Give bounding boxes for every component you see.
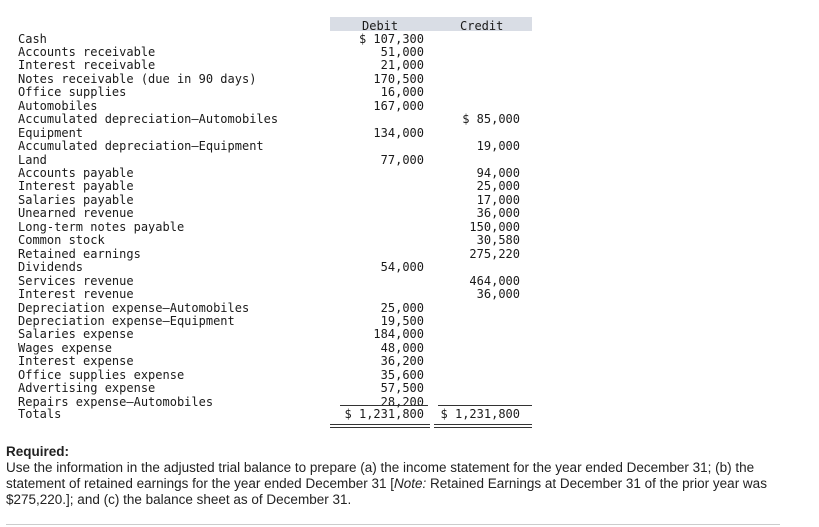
table-row xyxy=(18,328,530,341)
debit-amount: $ 107,300 xyxy=(358,31,424,46)
account-name: Interest expense xyxy=(18,354,134,369)
account-name: Notes receivable (due in 90 days) xyxy=(18,71,257,86)
debit-amount: 16,000 xyxy=(380,85,424,100)
debit-amount: 36,200 xyxy=(380,354,424,369)
debit-amount: 134,000 xyxy=(373,125,424,140)
debit-amount: 57,500 xyxy=(380,381,424,396)
account-name: Services revenue xyxy=(18,273,134,288)
account-name: Wages expense xyxy=(18,340,112,355)
table-row xyxy=(18,33,530,46)
debit-header: Debit xyxy=(362,19,399,33)
account-name: Interest revenue xyxy=(18,287,134,302)
table-row xyxy=(18,180,530,193)
credit-amount: 94,000 xyxy=(476,166,520,180)
debit-amount: 77,000 xyxy=(380,152,424,167)
required-note-label: Note: xyxy=(393,476,427,491)
account-name: Cash xyxy=(18,31,47,46)
debit-amount: 170,500 xyxy=(373,71,424,86)
credit-amount: 275,220 xyxy=(469,246,520,261)
totals-double-rule-credit xyxy=(434,424,532,428)
debit-amount: 54,000 xyxy=(380,260,424,275)
table-row xyxy=(18,59,530,72)
credit-header: Credit xyxy=(460,19,504,33)
account-name: Advertising expense xyxy=(18,381,156,396)
table-row xyxy=(18,342,530,355)
debit-amount: 184,000 xyxy=(373,327,424,342)
credit-amount: 30,580 xyxy=(476,233,520,248)
table-row xyxy=(18,207,530,220)
required-text-part1: Use the information in the adjusted trial balance to prepare (a) the income statement for the year ended December 31; (b) the statement of retained earnings for the year ended December 31 [ xyxy=(6,460,755,491)
required-text xyxy=(6,460,812,508)
account-name: Retained earnings xyxy=(18,246,141,261)
account-name: Dividends xyxy=(18,260,84,275)
account-name: Long-term notes payable xyxy=(18,219,185,234)
account-name: Common stock xyxy=(18,233,105,248)
account-name: Office supplies expense xyxy=(18,367,185,382)
table-row xyxy=(18,221,530,234)
table-row xyxy=(18,261,530,274)
table-row xyxy=(18,113,530,126)
credit-amount: 36,000 xyxy=(476,287,520,302)
table-row xyxy=(18,167,530,180)
totals-debit: $ 1,231,800 xyxy=(344,407,424,421)
table-row xyxy=(18,46,530,59)
table-row xyxy=(18,127,530,140)
table-row xyxy=(18,194,530,207)
required-section xyxy=(6,444,812,508)
bottom-divider xyxy=(6,524,780,525)
account-name: Interest payable xyxy=(18,179,134,194)
account-name: Automobiles xyxy=(18,98,98,113)
debit-amount: 21,000 xyxy=(380,58,424,73)
account-name: Equipment xyxy=(18,125,84,140)
totals-double-rule-debit xyxy=(330,424,430,428)
debit-amount: 19,500 xyxy=(380,313,424,328)
credit-amount: $ 85,000 xyxy=(462,112,520,127)
account-name: Depreciation expense—Automobiles xyxy=(18,300,250,315)
debit-amount: 48,000 xyxy=(380,340,424,355)
table-row xyxy=(18,234,530,247)
credit-amount: 25,000 xyxy=(476,179,520,194)
required-title: Required: xyxy=(6,444,70,459)
debit-amount: 35,600 xyxy=(380,367,424,382)
table-row xyxy=(18,100,530,113)
account-name: Accumulated depreciation—Automobiles xyxy=(18,112,279,127)
credit-amount: 150,000 xyxy=(469,219,520,234)
account-name: Salaries payable xyxy=(18,192,134,207)
account-name: Accounts receivable xyxy=(18,44,156,59)
account-name: Land xyxy=(18,152,47,167)
credit-amount: 464,000 xyxy=(469,273,520,288)
account-name: Accounts payable xyxy=(18,166,134,180)
table-row xyxy=(18,382,530,395)
credit-amount: 19,000 xyxy=(476,139,520,154)
table-row xyxy=(18,302,530,315)
totals-credit: $ 1,231,800 xyxy=(440,407,520,421)
table-row xyxy=(18,86,530,99)
account-name: Interest receivable xyxy=(18,58,156,73)
account-name: Office supplies xyxy=(18,85,127,100)
table-row xyxy=(18,248,530,261)
table-row xyxy=(18,140,530,153)
credit-amount: 36,000 xyxy=(476,206,520,221)
account-name: Accumulated depreciation—Equipment xyxy=(18,139,264,154)
table-row xyxy=(18,275,530,288)
table-row xyxy=(18,288,530,301)
table-row xyxy=(18,73,530,86)
table-row xyxy=(18,154,530,167)
debit-amount: 167,000 xyxy=(373,98,424,113)
credit-amount: 17,000 xyxy=(476,192,520,207)
table-row xyxy=(18,369,530,382)
required-text-part2: Retained Earnings at December 31 of the prior year was $275,220.]; and (c) the balance sheet as of December 31. xyxy=(6,476,767,507)
totals-label: Totals xyxy=(18,407,62,421)
table-row xyxy=(18,355,530,368)
totals-row xyxy=(18,408,530,421)
totals-top-rule-debit xyxy=(340,405,428,406)
account-name: Depreciation expense—Equipment xyxy=(18,313,235,328)
debit-amount: 28,200 xyxy=(380,394,424,409)
account-name: Unearned revenue xyxy=(18,206,134,221)
debit-amount: 25,000 xyxy=(380,300,424,315)
totals-top-rule-credit xyxy=(438,405,532,406)
account-name: Salaries expense xyxy=(18,327,134,342)
account-name: Repairs expense—Automobiles xyxy=(18,394,214,409)
table-row xyxy=(18,315,530,328)
debit-amount: 51,000 xyxy=(380,44,424,59)
